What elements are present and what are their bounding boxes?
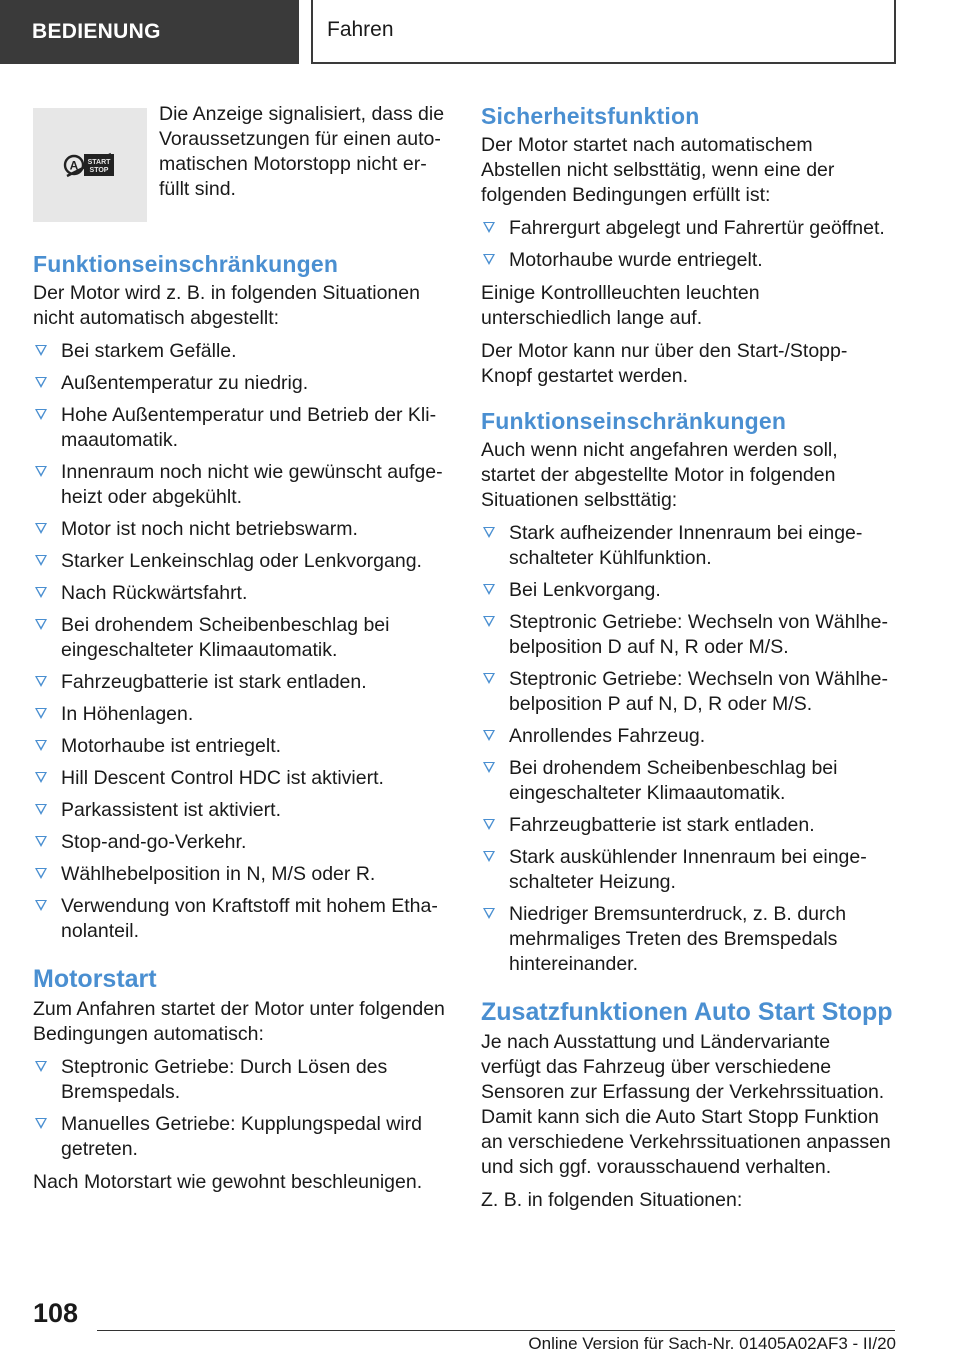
- heading-motorstart: Motorstart: [33, 965, 157, 993]
- heading-additional-functions: Zusatzfunktionen Auto Start Stopp: [481, 998, 893, 1026]
- list-item: Fahrergurt abgelegt und Fahrertür geöffnet.: [481, 216, 895, 241]
- safety-intro: Der Motor startet nach automatischem Abstellen nicht selbsttätig, wenn eine der folgenden Bedingungen erfüllt ist:: [481, 134, 835, 206]
- section-tab: BEDIENUNG: [0, 0, 299, 64]
- list-item: Außentemperatur zu niedrig.: [33, 371, 445, 396]
- list-item: Wählhebelposition in N, M/S oder R.: [33, 862, 445, 887]
- list-item: Fahrzeugbatterie ist stark entladen.: [33, 670, 445, 695]
- bullet-triangle-icon: [483, 584, 495, 595]
- heading-safety-function: Sicherheitsfunktion: [481, 103, 700, 129]
- list-item: Verwendung von Kraftstoff mit hohem Ethanolanteil.: [33, 894, 445, 944]
- indicator-note: [33, 100, 445, 222]
- list-item: Steptronic Getriebe: Durch Lösen des Bremspedals.: [33, 1055, 445, 1105]
- list-item: Bei drohendem Scheibenbeschlag bei eingeschalteter Klimaautomatik.: [481, 756, 895, 806]
- list-item: Steptronic Getriebe: Wechseln von Wählhebelposition D auf N, R oder M/S.: [481, 610, 895, 660]
- bullet-triangle-icon: [35, 1061, 47, 1072]
- bullet-triangle-icon: [35, 772, 47, 783]
- page-number: 108: [33, 1298, 79, 1328]
- safety-note-lights: Einige Kontrollleuchten leuchten unterschiedlich lange auf.: [481, 282, 760, 329]
- footer-divider: [97, 1330, 895, 1331]
- bullet-triangle-icon: [35, 676, 47, 687]
- additional-functions-text: Je nach Ausstattung und Ländervariante verfügt das Fahrzeug über verschiedene Sensoren zur Erfassung der Verkehrssituation. Damit kann sich die Auto Start Stopp Funktion an verschiedene Verkehrssituationen anpassen und sich ggf. vorausschauend verhalten.: [481, 1031, 891, 1178]
- bullet-triangle-icon: [483, 730, 495, 741]
- indicator-label-stop: STOP: [89, 167, 109, 174]
- list-item: Motorhaube wurde entriegelt.: [481, 248, 895, 273]
- additional-functions-lead: Z. B. in folgenden Situationen:: [481, 1189, 743, 1211]
- motorstart-intro: Zum Anfahren startet der Motor unter folgenden Bedingungen automatisch:: [33, 998, 445, 1045]
- list-item: Anrollendes Fahrzeug.: [481, 724, 895, 749]
- bullet-triangle-icon: [35, 868, 47, 879]
- restrictions-intro: Auch wenn nicht angefahren werden soll, startet der abgestellte Motor in folgenden Situationen selbsttätig:: [481, 439, 838, 511]
- bullet-triangle-icon: [483, 616, 495, 627]
- list-item: Innenraum noch nicht wie gewünscht aufgeheizt oder abgekühlt.: [33, 460, 445, 510]
- safety-list: [481, 216, 895, 273]
- list-item: Nach Rückwärtsfahrt.: [33, 581, 445, 606]
- list-item: Hohe Außentemperatur und Betrieb der Klimaautomatik.: [33, 403, 445, 453]
- list-item: Stark auskühlender Innenraum bei eingeschalteter Heizung.: [481, 845, 895, 895]
- list-item: Motorhaube ist entriegelt.: [33, 734, 445, 759]
- auto-start-stop-indicator-icon: [33, 108, 147, 222]
- bullet-triangle-icon: [483, 762, 495, 773]
- motorstart-list: [33, 1055, 445, 1162]
- right-column: [481, 100, 895, 1221]
- bullet-triangle-icon: [35, 555, 47, 566]
- bullet-triangle-icon: [35, 740, 47, 751]
- heading-function-restrictions: Funktionseinschränkungen: [33, 251, 339, 277]
- bullet-triangle-icon: [483, 254, 495, 265]
- bullet-triangle-icon: [483, 908, 495, 919]
- left-column: [33, 100, 445, 1203]
- list-item: Steptronic Getriebe: Wechseln von Wählhebelposition P auf N, D, R oder M/S.: [481, 667, 895, 717]
- list-item: Hill Descent Control HDC ist aktiviert.: [33, 766, 445, 791]
- bullet-triangle-icon: [35, 619, 47, 630]
- bullet-triangle-icon: [35, 587, 47, 598]
- bullet-triangle-icon: [35, 345, 47, 356]
- list-item: Niedriger Bremsunterdruck, z. B. durch mehrmaliges Treten des Bremspedals hintereinander.: [481, 902, 895, 977]
- list-item: Bei Lenkvorgang.: [481, 578, 895, 603]
- indicator-description: Die Anzeige signalisiert, dass die Voraussetzungen für einen automatischen Motorstopp nicht erfüllt sind.: [159, 103, 445, 200]
- footer-version: Online Version für Sach-Nr. 01405A02AF3 - II/20: [528, 1334, 896, 1353]
- list-item: Bei drohendem Scheibenbeschlag bei eingeschalteter Klimaautomatik.: [33, 613, 445, 663]
- bullet-triangle-icon: [483, 851, 495, 862]
- bullet-triangle-icon: [35, 409, 47, 420]
- indicator-label-start: START: [87, 159, 111, 166]
- safety-note-button: Der Motor kann nur über den Start-/Stopp-Knopf gestartet werden.: [481, 340, 848, 387]
- bullet-triangle-icon: [35, 708, 47, 719]
- list-item: Motor ist noch nicht betriebswarm.: [33, 517, 445, 542]
- bullet-triangle-icon: [35, 377, 47, 388]
- motorstart-after: Nach Motorstart wie gewohnt beschleunigen.: [33, 1171, 423, 1193]
- list-item: Fahrzeugbatterie ist stark entladen.: [481, 813, 895, 838]
- bullet-triangle-icon: [35, 836, 47, 847]
- restrictions-list: [481, 521, 895, 977]
- svg-text:A: A: [69, 158, 79, 173]
- bullet-triangle-icon: [35, 900, 47, 911]
- chapter-title: Fahren: [311, 0, 896, 64]
- bullet-triangle-icon: [35, 1118, 47, 1129]
- list-item: Stop-and-go-Verkehr.: [33, 830, 445, 855]
- bullet-triangle-icon: [483, 819, 495, 830]
- bullet-triangle-icon: [35, 466, 47, 477]
- heading-function-restrictions: Funktionseinschränkungen: [481, 408, 787, 434]
- bullet-triangle-icon: [35, 523, 47, 534]
- restrictions-list: [33, 339, 445, 944]
- bullet-triangle-icon: [483, 222, 495, 233]
- bullet-triangle-icon: [483, 527, 495, 538]
- list-item: Starker Lenkeinschlag oder Lenkvorgang.: [33, 549, 445, 574]
- list-item: In Höhenlagen.: [33, 702, 445, 727]
- bullet-triangle-icon: [483, 673, 495, 684]
- restrictions-intro: Der Motor wird z. B. in folgenden Situationen nicht automatisch abgestellt:: [33, 282, 420, 329]
- list-item: Manuelles Getriebe: Kupplungspedal wird getreten.: [33, 1112, 445, 1162]
- bullet-triangle-icon: [35, 804, 47, 815]
- list-item: Bei starkem Gefälle.: [33, 339, 445, 364]
- list-item: Stark aufheizender Innenraum bei eingeschalteter Kühlfunktion.: [481, 521, 895, 571]
- list-item: Parkassistent ist aktiviert.: [33, 798, 445, 823]
